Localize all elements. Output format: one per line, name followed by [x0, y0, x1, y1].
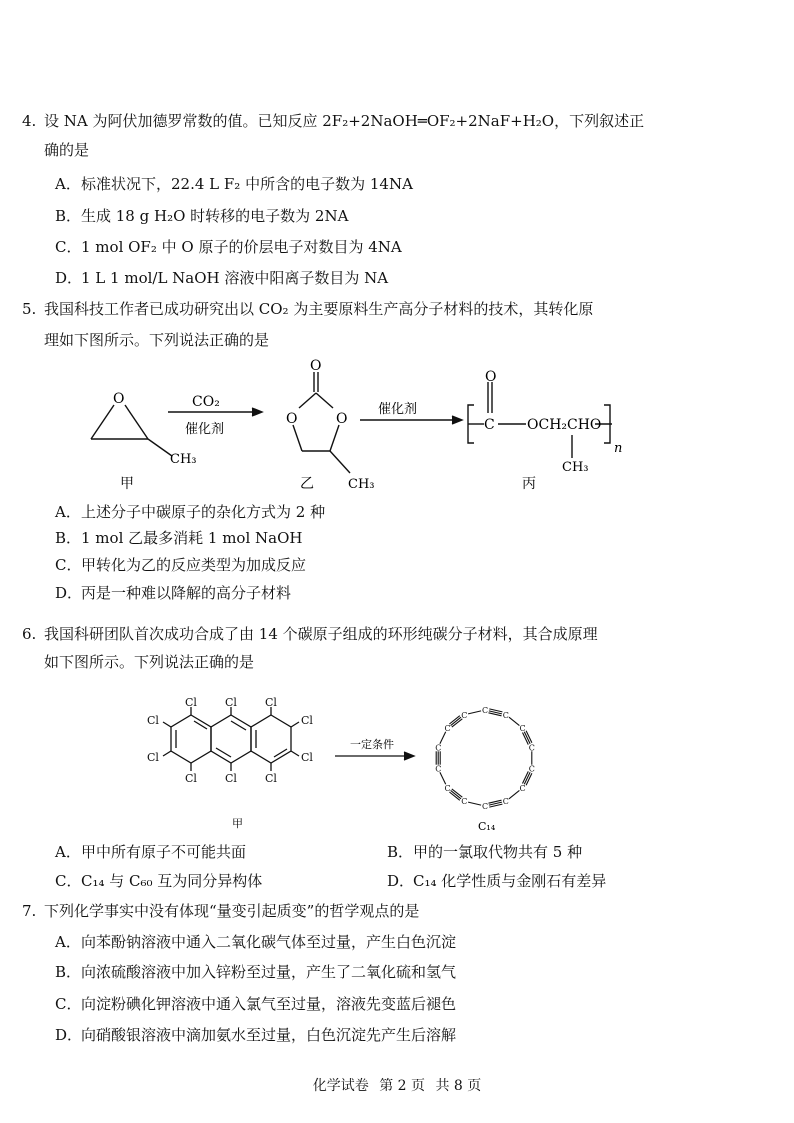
c14-carbon-atom: C — [444, 783, 451, 793]
q5-bing-c: C — [484, 417, 495, 433]
q6-cl-top-1: Cl — [185, 696, 197, 709]
q5-label-yi: 乙 — [300, 476, 314, 492]
q5-bing-carbonyl-o: O — [485, 369, 497, 385]
q6-cl-top-2: Cl — [225, 696, 237, 709]
q5-bing-ch3: CH₃ — [562, 460, 589, 475]
q4-option-c: C．1 mol OF₂ 中 O 原子的价层电子对数目为 4NA — [55, 238, 402, 256]
q6-number: 6. — [22, 625, 37, 643]
page-footer — [0, 1075, 794, 1095]
q5-number: 5. — [22, 300, 37, 318]
q6-option-b: B．甲的一氯取代物共有 5 种 — [387, 843, 583, 861]
q6-label-jia: 甲 — [232, 817, 243, 830]
c14-carbon-atom: C — [519, 724, 526, 734]
c14-carbon-atom: C — [502, 797, 509, 807]
q4-number: 4. — [22, 112, 37, 130]
c14-carbon-atom: C — [482, 802, 489, 811]
q6-cl-top-3: Cl — [265, 696, 277, 709]
q6-cl-right-top: Cl — [301, 714, 313, 727]
q5-epoxide-o: O — [113, 391, 125, 407]
q7-option-a: A．向苯酚钠溶液中通入二氧化碳气体至过量，产生白色沉淀 — [55, 933, 457, 951]
q5-catalyst1: 催化剂 — [185, 422, 225, 437]
q6-option-d: D．C₁₄ 化学性质与金刚石有差异 — [387, 872, 607, 890]
q5-stem-line2: 理如下图所示。下列说法正确的是 — [44, 331, 270, 349]
c14-carbon-atom: C — [435, 764, 442, 774]
q6-cl-right-bottom: Cl — [301, 751, 313, 764]
c14-bond-line — [509, 790, 519, 798]
c14-carbon-atom: C — [528, 743, 535, 753]
q5-option-c: C．甲转化为乙的反应类型为加成反应 — [55, 556, 307, 574]
q5-bing-chain: OCH₂CHO — [527, 417, 602, 433]
q6-cl-bottom-2: Cl — [225, 772, 237, 785]
q4-option-b: B．生成 18 g H₂O 时转移的电子数为 2NA — [55, 207, 349, 225]
c14-bond-line — [440, 772, 446, 784]
q6-option-a: A．甲中所有原子不可能共面 — [55, 843, 247, 861]
q5-label-bing: 丙 — [522, 476, 536, 492]
q5-yi-ring-o-left: O — [286, 411, 298, 427]
c14-carbon-atom: C — [519, 783, 526, 793]
q5-bing-n: n — [614, 441, 623, 456]
footer-page: 第 2 页 — [379, 1078, 425, 1094]
q5-catalyst2: 催化剂 — [378, 402, 418, 417]
q6-label-c14: C₁₄ — [478, 820, 496, 833]
q7-stem-line1 — [22, 901, 419, 921]
q6-cl-bottom-3: Cl — [265, 772, 277, 785]
q5-option-b: B．1 mol 乙最多消耗 1 mol NaOH — [55, 529, 303, 547]
q6-stem-text: 我国科研团队首次成功合成了由 14 个碳原子组成的环形纯碳分子材料，其合成原理 — [44, 625, 598, 643]
q4-stem-line1 — [22, 111, 644, 131]
q5-stem-text: 我国科技工作者已成功研究出以 CO₂ 为主要原料生产高分子材料的技术，其转化原 — [44, 300, 594, 318]
q7-option-b: B．向浓硫酸溶液中加入锌粉至过量，产生了二氧化硫和氢气 — [55, 963, 457, 981]
c14-carbon-atom: C — [461, 797, 468, 807]
q5-reaction-scheme — [0, 355, 794, 495]
q6-cl-left-bottom: Cl — [147, 751, 159, 764]
c14-bond-line — [509, 717, 519, 725]
c14-carbon-atom: C — [435, 743, 442, 753]
q6-stem-line2: 如下图所示。下列说法正确的是 — [44, 653, 255, 671]
q5-yi-carbonyl-o: O — [310, 358, 322, 374]
q5-yi-ring-o-right: O — [336, 411, 348, 427]
q5-stem-line1 — [22, 299, 593, 319]
q4-stem-text: 设 NA 为阿伏加德罗常数的值。已知反应 2F₂+2NaOH═OF₂+2NaF+H₂O，下列叙述正 — [44, 112, 645, 130]
c14-carbon-atom: C — [482, 706, 489, 715]
q6-cl-bottom-1: Cl — [185, 772, 197, 785]
c14-carbon-atom: C — [444, 724, 451, 734]
q4-option-a: A．标准状况下，22.4 L F₂ 中所含的电子数为 14NA — [55, 175, 413, 193]
c14-carbon-atom: C — [502, 710, 509, 720]
q4-option-d: D．1 L 1 mol/L NaOH 溶液中阳离子数目为 NA — [55, 269, 389, 287]
c14-bond-line — [468, 802, 481, 805]
q6-option-c: C．C₁₄ 与 C₆₀ 互为同分异构体 — [55, 872, 263, 890]
c14-bond-line — [440, 732, 446, 744]
q5-jia-ch3: CH₃ — [170, 452, 197, 467]
q6-reaction-scheme — [0, 690, 794, 835]
q6-c14-ring — [435, 706, 535, 811]
c14-carbon-atom: C — [461, 710, 468, 720]
q7-option-d: D．向硝酸银溶液中滴加氨水至过量，白色沉淀先产生后溶解 — [55, 1026, 457, 1044]
q7-stem-text: 下列化学事实中没有体现“量变引起质变”的哲学观点的是 — [44, 902, 420, 920]
q6-condition: 一定条件 — [350, 738, 394, 751]
q4-stem-line2: 确的是 — [44, 141, 90, 159]
q6-cl-left-top: Cl — [147, 714, 159, 727]
q6-stem-line1 — [22, 624, 598, 644]
c14-bond-line — [468, 711, 481, 714]
c14-carbon-atom: C — [528, 764, 535, 774]
footer-total: 共 8 页 — [435, 1078, 482, 1094]
footer-subject: 化学试卷 — [312, 1078, 369, 1094]
q5-reagent-co2: CO₂ — [192, 394, 220, 410]
q5-option-d: D．丙是一种难以降解的高分子材料 — [55, 584, 292, 602]
q5-yi-ch3: CH₃ — [348, 477, 375, 492]
q7-number: 7. — [22, 902, 37, 920]
q7-option-c: C．向淀粉碘化钾溶液中通入氯气至过量，溶液先变蓝后褪色 — [55, 995, 457, 1013]
q5-label-jia: 甲 — [120, 476, 134, 492]
q5-option-a: A．上述分子中碳原子的杂化方式为 2 种 — [55, 503, 326, 521]
